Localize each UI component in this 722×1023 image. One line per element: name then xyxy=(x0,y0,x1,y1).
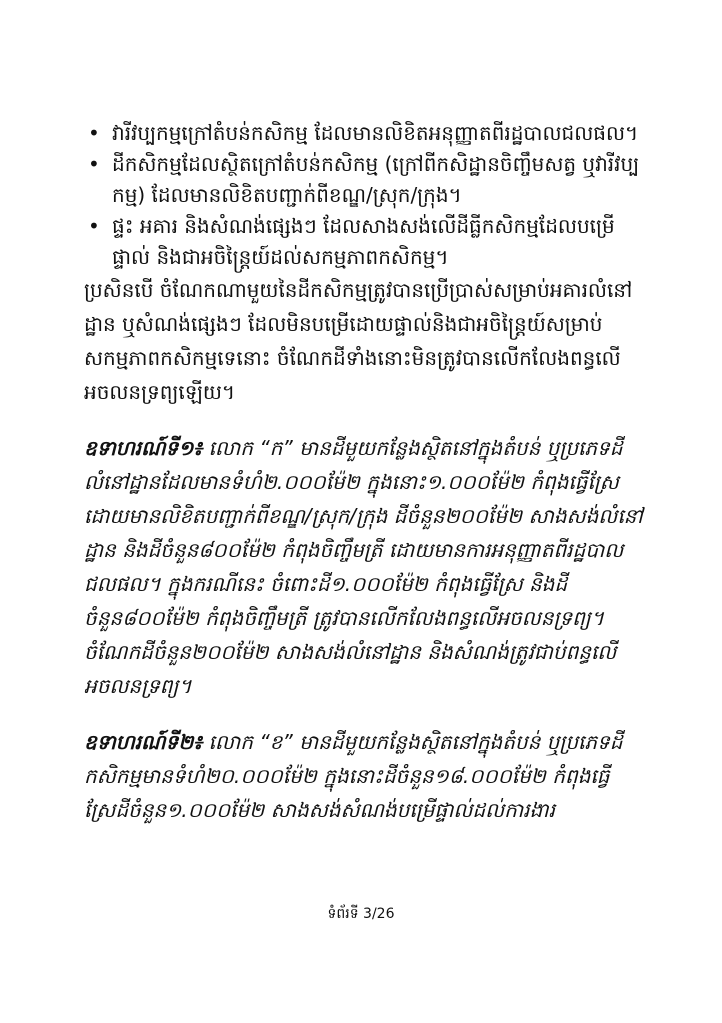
page-number: ទំព័រទី 3/26 xyxy=(327,906,395,922)
bullet-item xyxy=(84,211,644,273)
bullet-text: វារីវប្បកម្មក្រៅតំបន់កសិកម្ម ដែលមានលិខិតអនុញ្ញាតពីរដ្ឋបាលជលផល។ xyxy=(112,121,639,145)
bullet-dot-icon: • xyxy=(88,121,100,145)
bullet-dot-icon: • xyxy=(88,152,100,176)
exception-paragraph: ប្រសិនបើ ចំណែកណាមួយនៃដីកសិកម្មត្រូវបានប្រើប្រាស់សម្រាប់អគារលំនៅដ្ឋាន ឬសំណង់ផ្សេងៗ ដែលមិនបម្រើដោយផ្ទាល់និងជាអចិន្ត្រៃយ៍សម្រាប់សកម្មភាពកសិកម្មទេនោះ ចំណែកដីទាំងនោះមិនត្រូវបានលើកលែងពន្ធលើអចលនទ្រព្យឡើយ។ xyxy=(84,278,633,404)
bullet-item xyxy=(84,118,644,149)
example-2-label: ឧទាហរណ៍ទី២៖ xyxy=(84,730,203,754)
bullet-text: ដីកសិកម្មដែលស្ថិតក្រៅតំបន់កសិកម្ម (ក្រៅពីកសិដ្ឋានចិញ្ចឹមសត្វ ឬវារីវប្បកម្ម) ដែលមានលិខិតបញ្ជាក់ពីខណ្ឌ/ស្រុក/ក្រុង។ xyxy=(112,152,640,207)
example-2-text: លោក “ខ” មានដីមួយកន្លែងស្ថិតនៅក្នុងតំបន់ ឬប្រភេទដីកសិកម្មមានទំហំ២០.០០០ម៉ែ២ ក្នុងនោះដីចំនួន១៨.០០០ម៉ែ២ កំពុងធ្វើស្រែដីចំនួន១.០០០ម៉ែ២ សាងសង់សំណង់បម្រើផ្ទាល់ដល់ការងារ xyxy=(84,730,623,822)
example-1 xyxy=(84,431,644,703)
bullet-dot-icon: • xyxy=(88,214,100,238)
bullet-item xyxy=(84,149,644,211)
page-content xyxy=(84,118,644,827)
bullet-text: ផ្ទះ អគារ និងសំណង់ផ្សេងៗ ដែលសាងសង់លើដីធ្លីកសិកម្មដែលបម្រើផ្ទាល់ និងជាអចិន្ត្រៃយ៍ដល់សកម្មភាពកសិកម្ម។ xyxy=(112,214,615,269)
example-2 xyxy=(84,725,644,827)
bullet-list xyxy=(84,118,644,273)
example-1-label: ឧទាហរណ៍ទី១៖ xyxy=(84,436,203,460)
example-1-text: លោក “ក” មានដីមួយកន្លែងស្ថិតនៅក្នុងតំបន់ ឬប្រភេទដីលំនៅដ្ឋានដែលមានទំហំ២.០០០ម៉ែ២ ក្នុងនោះ១.០០០ម៉ែ២ កំពុងធ្វើស្រែ ដោយមានលិខិតបញ្ជាក់ពីខណ្ឌ/ស្រុក/ក្រុង ដីចំនួន២០០ម៉ែ២ សាងសង់លំនៅដ្ឋាន និងដីចំនួន៨០០ម៉ែ២ កំពុងចិញ្ចឹមត្រី ដោយមានការអនុញ្ញាតពីរដ្ឋបាលជលផល។ ក្នុងករណីនេះ ចំពោះដី១.០០០ម៉ែ២ កំពុងធ្វើស្រែ និងដីចំនួន៨០០ម៉ែ២ កំពុងចិញ្ចឹមត្រី ត្រូវបានលើកលែងពន្ធលើអចលនទ្រព្យ។ ចំណែកដីចំនួន២០០ម៉ែ២ សាងសង់លំនៅដ្ឋាន និងសំណង់ត្រូវជាប់ពន្ធលើអចលនទ្រព្យ។ xyxy=(84,436,643,698)
